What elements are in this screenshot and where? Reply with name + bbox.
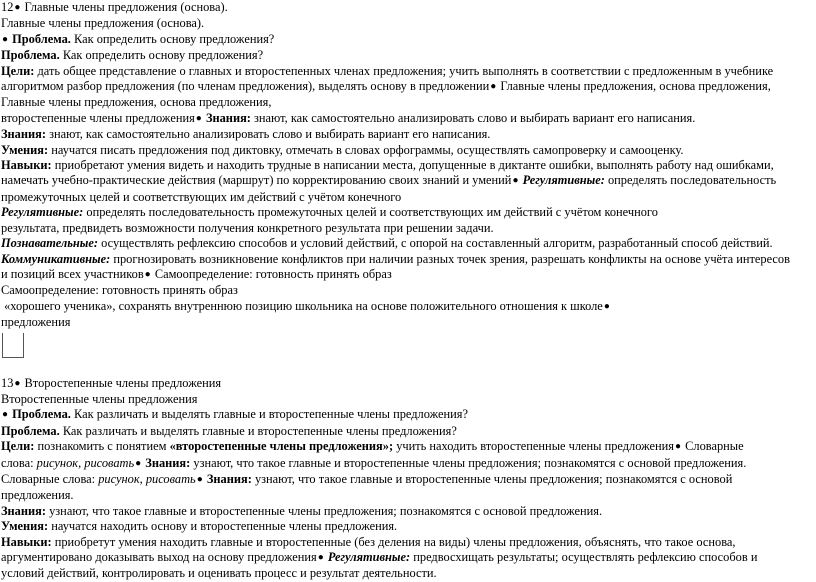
vocab-words: рисунок, рисовать [36, 455, 135, 470]
lesson-13-goals [1, 439, 813, 455]
habits-text: приобретут умения находить главные и второстепенные (без деления на виды) члены предложения, объяснять, что такое основа, [54, 534, 736, 549]
bullet-icon: ● [14, 2, 21, 13]
empty-cell-box [2, 333, 24, 358]
regulative-label: Регулятивные: [327, 550, 411, 564]
problem-text: Как различать и выделять главные и второстепенные члены предложения? [62, 423, 457, 438]
lesson-12-habits-cont [1, 173, 813, 189]
lesson-12-communicative-cont [1, 267, 813, 283]
bullet-icon: ● [490, 81, 497, 93]
skills-text: научатся писать предложения под диктовку, отмечать в словах орфограммы, осуществлять самопроверку и самооценку. [51, 142, 684, 157]
knowledge-text: узнают, что такое главные и второстепенные члены предложения; познакомятся с основой предложения. [193, 455, 747, 470]
problem-label: Проблема. [1, 48, 60, 63]
regulative-label: Регулятивные: [522, 173, 605, 188]
vocab-words: рисунок, рисовать [98, 471, 196, 486]
lesson-13-knowledge [1, 504, 813, 519]
lesson-12-skills [1, 143, 813, 158]
bullet-icon: ● [196, 473, 203, 485]
lesson-12-communicative [1, 252, 813, 267]
bullet-icon: ● [674, 441, 682, 453]
communicative-text: и позиций всех участников [1, 266, 144, 281]
bullet-icon: ● [195, 112, 202, 124]
habits-label: Навыки: [1, 534, 52, 549]
goals-term: «второстепенные члены предложения»; [169, 439, 394, 454]
secondary-members-text: второстепенные члены предложения [1, 110, 195, 125]
lesson-12-heading [1, 0, 813, 16]
lesson-13-habits-cont [1, 550, 813, 566]
goals-text: познакомить с понятием [37, 439, 167, 454]
lesson-12-self-determination: Самоопределение: готовность принять образ [1, 283, 238, 298]
vocab-label: Словарные слова: [1, 471, 96, 486]
habits-text: аргументировано доказывать выход на основу предложения [1, 550, 317, 564]
knowledge-text: знают, как самостоятельно анализировать слово и выбирать вариант его написания. [49, 127, 491, 142]
knowledge-text: знают, как самостоятельно анализировать слово и выбирать вариант его написания. [254, 110, 696, 125]
communicative-label: Коммуникативные: [1, 251, 111, 266]
bullet-icon: ● [135, 457, 142, 469]
habits-text: намечать учебно-практические действия (маршрут) по корректированию своих знаний и умений [1, 173, 512, 188]
goals-text: учить находить второстепенные члены предложения [396, 439, 674, 454]
regulative-text: определять последовательность промежуточных целей и соответствующих им действий с учётом конечного [86, 205, 658, 220]
problem-label: Проблема. [12, 31, 71, 46]
lesson-number: 12 [1, 0, 14, 14]
good-student-text: «хорошего ученика», сохранять внутреннюю позицию школьника на основе положительного отношения к школе [4, 298, 603, 313]
lesson-title: Второстепенные члены предложения [24, 375, 222, 390]
goals-text: дать общее представление о главных и второстепенных членах предложения; учить выполнять в соответствии с предложенным в учебнике [37, 63, 774, 78]
lesson-13-heading [1, 376, 813, 392]
lesson-number: 13 [1, 375, 14, 390]
lesson-13-vocab-knowledge [1, 456, 813, 472]
communicative-text: прогнозировать возникновение конфликтов при наличии разных точек зрения, разрешать конфликты на основе учёта интересов [113, 251, 790, 266]
bullet-icon: ● [144, 268, 151, 280]
regulative-text: определять последовательность [607, 173, 777, 188]
lesson-12-title: Главные члены предложения (основа). [1, 16, 205, 31]
cognitive-text: осуществлять рефлексию способов и условий действий, с опорой на составленный алгоритм, разработанный способ действий. [101, 236, 773, 251]
problem-text: Как различать и выделять главные и второстепенные члены предложения? [73, 407, 468, 422]
bullet-icon: ● [2, 409, 9, 421]
knowledge-text: узнают, что такое главные и второстепенные члены предложения; познакомятся с основой [254, 471, 733, 486]
knowledge-text: узнают, что такое главные и второстепенные члены предложения; познакомятся с основой предложения. [49, 503, 603, 518]
problem-text: Как определить основу предложения? [73, 31, 275, 46]
knowledge-label: Знания: [145, 455, 191, 470]
knowledge-label: Знания: [1, 127, 46, 142]
lesson-13-title: Второстепенные члены предложения [1, 391, 198, 406]
bullet-icon: ● [603, 300, 610, 312]
lesson-13-problem-repeat [1, 424, 813, 439]
knowledge-label: Знания: [1, 503, 46, 518]
bullet-icon: ● [14, 377, 21, 389]
lesson-12-knowledge-repeat [1, 127, 813, 142]
problem-text: Как определить основу предложения? [62, 48, 264, 63]
lesson-13-skills [1, 519, 813, 534]
lesson-12-regulative-cont: промежуточных целей и соответствующих им действий с учётом конечного [1, 189, 402, 204]
goals-label: Цели: [1, 439, 35, 454]
regulative-label: Регулятивные: [1, 205, 84, 220]
lesson-12-knowledge [1, 111, 813, 127]
bullet-icon: ● [317, 552, 324, 563]
skills-text: научатся находить основу и второстепенные члены предложения. [51, 519, 398, 534]
lesson-12-habits [1, 158, 813, 173]
lesson-12-regulative-result: результата, предвидеть возможности получения конкретного результата при решении задачи. [1, 220, 494, 235]
goals-text: алгоритмом разбор предложения (по членам предложения), выделять основу в предложении [1, 79, 490, 94]
cognitive-label: Познавательные: [1, 236, 99, 251]
vocab-inline: Словарные [685, 439, 744, 454]
problem-label: Проблема. [1, 423, 60, 438]
lesson-13-knowledge-cont: предложения. [1, 488, 74, 503]
knowledge-label: Знания: [206, 471, 252, 486]
bullet-icon: ● [512, 175, 519, 187]
problem-label: Проблема. [12, 407, 71, 422]
vocab-words-label: слова: [1, 455, 34, 470]
skills-label: Умения: [1, 519, 49, 534]
lesson-12-tail: предложения [1, 315, 71, 330]
main-members-text: Главные члены предложения, основа предложения, [500, 79, 771, 94]
goals-label: Цели: [1, 63, 35, 78]
lesson-13-vocab-knowledge-repeat [1, 472, 813, 488]
lesson-13-problem [1, 407, 813, 423]
lesson-12-goals-cont [1, 79, 813, 95]
habits-text: приобретают умения видеть и находить трудные в написании места, допущенные в диктанте ошибки, выполнять работу над ошибками, [54, 158, 774, 173]
lesson-title: Главные члены предложения (основа). [24, 0, 228, 14]
lesson-12-problem [1, 32, 813, 48]
section-gap [1, 358, 813, 376]
habits-label: Навыки: [1, 158, 52, 173]
lesson-12-problem-repeat [1, 48, 813, 63]
lesson-12-main-members: Главные члены предложения, основа предложения, [1, 95, 272, 110]
lesson-12-goals [1, 64, 813, 79]
bullet-icon: ● [2, 33, 9, 45]
lesson-12-cognitive [1, 236, 813, 251]
knowledge-label: Знания: [205, 110, 251, 125]
regulative-text: предвосхищать результаты; осуществлять рефлексию способов и [413, 550, 758, 564]
skills-label: Умения: [1, 142, 49, 157]
lesson-12-regulative [1, 205, 813, 220]
lesson-12-good-student [1, 299, 813, 315]
self-determination-text: Самоопределение: готовность принять образ [154, 266, 392, 281]
lesson-13-regulative-cont: условий действий, контролировать и оценивать процесс и результат деятельности. [1, 566, 437, 581]
